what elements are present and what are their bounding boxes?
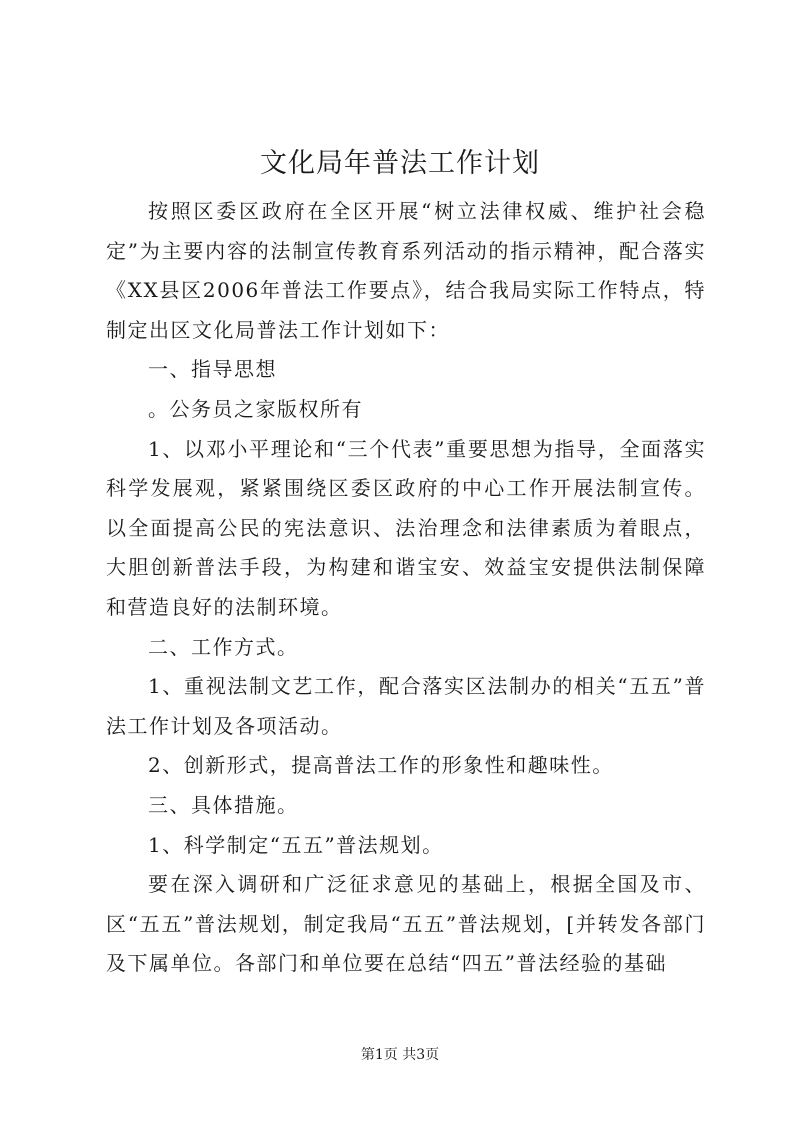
body-paragraph: 1、科学制定“五五”普法规划。: [148, 832, 444, 857]
body-paragraph: 1、以邓小平理论和“三个代表”重要思想为指导，全面落实科学发展观，紧紧围绕区委区政府的中心工作开展法制宣传。以全面提高公民的宪法意识、法治理念和法律素质为着眼点，大胆创新普法手段，为构建和谐宝安、效益宝安提供法制保障和营造良好的法制环境。: [106, 436, 706, 619]
body-paragraph: 按照区委区政府在全区开展“树立法律权威、维护社会稳定”为主要内容的法制宣传教育系列活动的指示精神，配合落实《XX县区2006年普法工作要点》，结合我局实际工作特点，特制定出区文化局普法工作计划如下：: [106, 199, 706, 342]
document-body: [106, 192, 706, 984]
body-paragraph: 1、重视法制文艺工作，配合落实区法制办的相关“五五”普法工作计划及各项活动。: [106, 674, 706, 738]
body-paragraph: 要在深入调研和广泛征求意见的基础上，根据全国及市、区“五五”普法规划，制定我局“五五”普法规划，[并转发各部门及下属单位。各部门和单位要在总结“四五”普法经验的基础: [106, 872, 706, 976]
document-title: 文化局年普法工作计划: [260, 148, 540, 179]
page-footer: 第1页 共3页: [360, 1047, 440, 1063]
body-paragraph: 2、创新形式，提高普法工作的形象性和趣味性。: [148, 753, 614, 778]
section-heading: 三、具体措施。: [148, 792, 299, 817]
section-heading: 二、工作方式。: [148, 634, 299, 659]
body-paragraph: 。公务员之家版权所有: [148, 396, 363, 421]
section-heading: 一、指导思想: [148, 357, 277, 382]
